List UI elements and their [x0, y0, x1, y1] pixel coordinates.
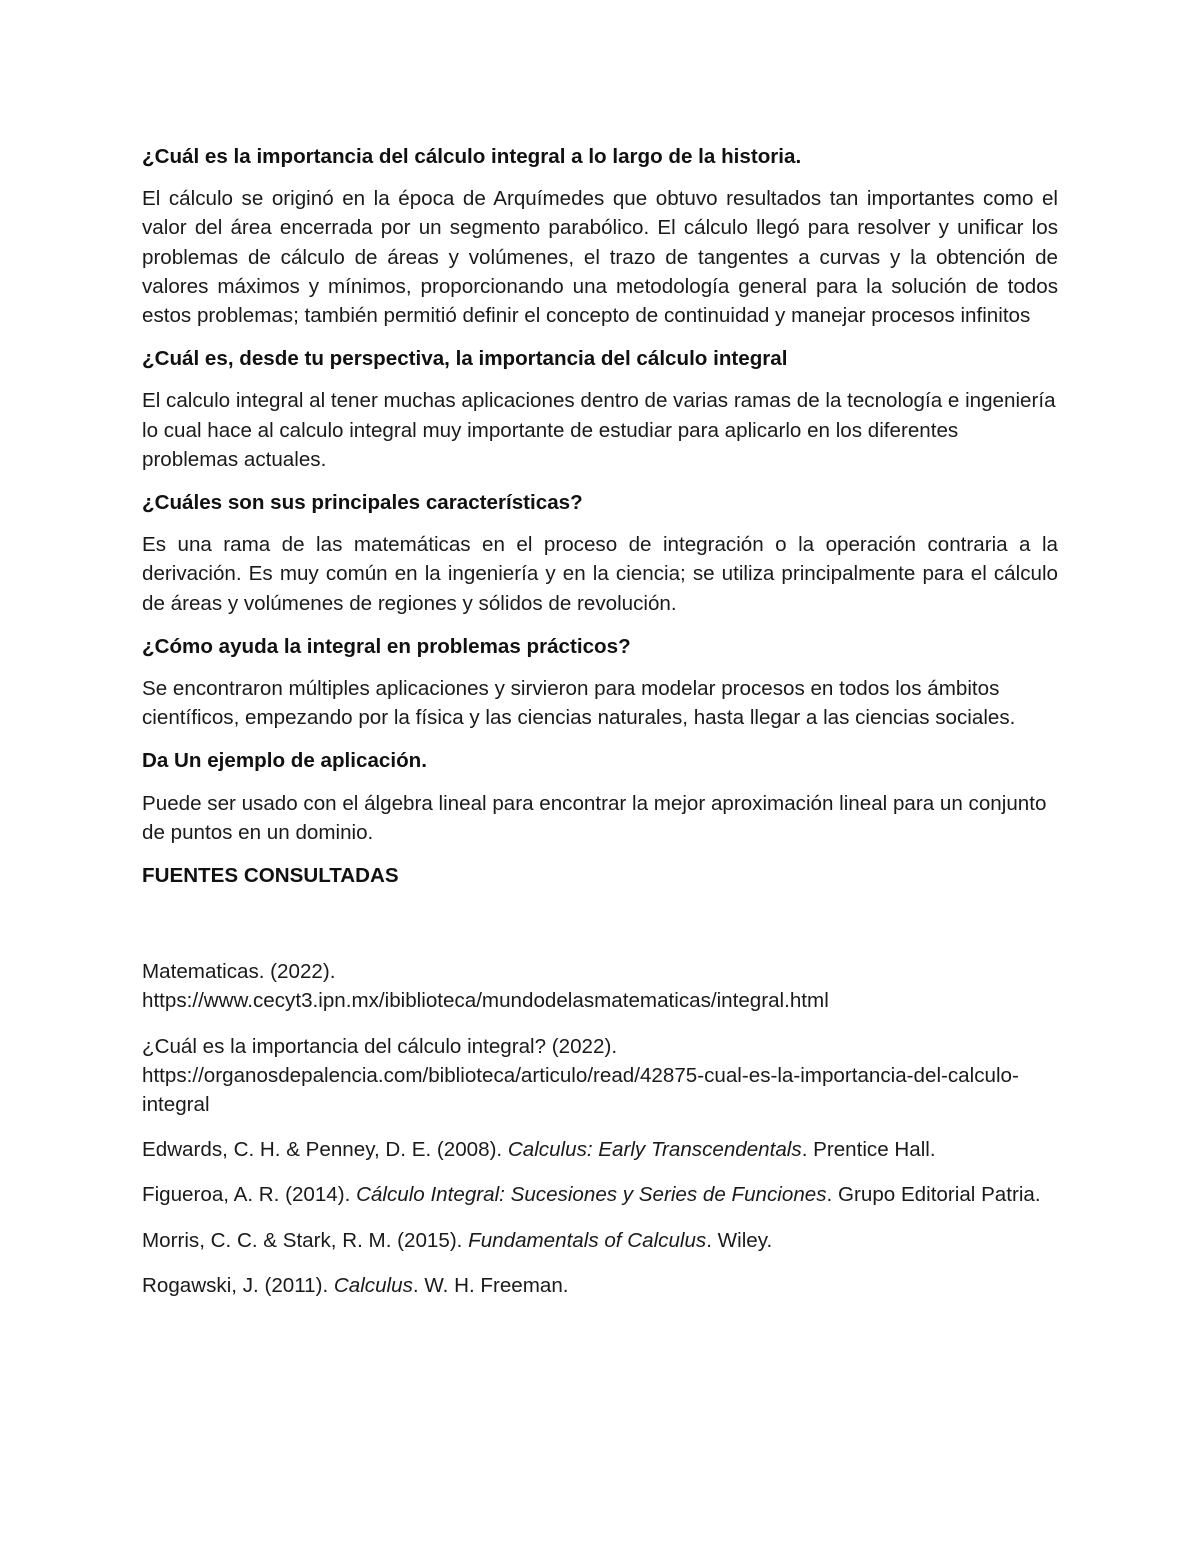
reference-item — [142, 1226, 1058, 1255]
reference-item — [142, 1032, 1058, 1120]
question-heading: ¿Cuál es, desde tu perspectiva, la importancia del cálculo integral — [142, 347, 788, 371]
reference-author: Edwards, C. H. & Penney, D. E. (2008). — [142, 1138, 508, 1162]
section-perspective — [142, 344, 1058, 474]
reference-item — [142, 1135, 1058, 1164]
reference-title: Fundamentals of Calculus — [468, 1228, 707, 1252]
section-practical — [142, 632, 1058, 733]
reference-item — [142, 957, 1058, 1015]
question-heading: ¿Cuál es la importancia del cálculo integral a lo largo de la historia. — [142, 145, 802, 168]
document-page — [142, 128, 1058, 1316]
answer-paragraph: Puede ser usado con el álgebra lineal para encontrar la mejor aproximación lineal para un conjunto de puntos en un dominio. — [142, 791, 1047, 844]
section-history — [142, 142, 1058, 330]
reference-author: Morris, C. C. & Stark, R. M. (2015). — [142, 1228, 469, 1252]
answer-paragraph: El calculo integral al tener muchas aplicaciones dentro de varias ramas de la tecnología e ingeniería lo cual hace al calculo integral muy importante de estudiar para aplicarlo en los diferentes problemas actuales. — [142, 389, 1056, 471]
section-characteristics — [142, 488, 1058, 618]
question-heading: ¿Cómo ayuda la integral en problemas prácticos? — [142, 634, 631, 658]
reference-citation: Matematicas. (2022). — [142, 960, 336, 984]
reference-url: https://organosdepalencia.com/biblioteca/articulo/read/42875-cual-es-la-importancia-del-calculo-integral — [142, 1063, 1019, 1117]
reference-publisher: . Prentice Hall. — [801, 1138, 936, 1162]
reference-author: Rogawski, J. (2011). — [142, 1273, 334, 1297]
reference-author: Figueroa, A. R. (2014). — [142, 1183, 357, 1207]
reference-citation: ¿Cuál es la importancia del cálculo integral? (2022). — [142, 1034, 618, 1058]
references-list — [142, 957, 1058, 1300]
references-heading: FUENTES CONSULTADAS — [142, 864, 399, 888]
reference-publisher: . Wiley. — [706, 1228, 773, 1252]
reference-title: Calculus — [333, 1273, 413, 1297]
reference-publisher: . W. H. Freeman. — [412, 1273, 569, 1297]
reference-url: https://www.cecyt3.ipn.mx/ibiblioteca/mundodelasmatematicas/integral.html — [142, 989, 829, 1013]
answer-paragraph: Se encontraron múltiples aplicaciones y sirvieron para modelar procesos en todos los ámbitos científicos, empezando por la física y las ciencias naturales, hasta llegar a las ciencias sociales. — [142, 677, 1016, 730]
reference-title: Calculus: Early Transcendentals — [507, 1138, 802, 1162]
reference-publisher: . Grupo Editorial Patria. — [826, 1183, 1041, 1207]
section-example — [142, 746, 1058, 847]
question-heading: Da Un ejemplo de aplicación. — [142, 749, 427, 773]
reference-item — [142, 1180, 1058, 1209]
reference-item — [142, 1271, 1058, 1300]
answer-paragraph: Es una rama de las matemáticas en el proceso de integración o la operación contraria a la derivación. Es muy común en la ingeniería y en la ciencia; se utiliza principalmente para el cálculo de áreas y volúmenes de regiones y sólidos de revolución. — [142, 533, 1058, 615]
question-heading: ¿Cuáles son sus principales características? — [142, 491, 583, 515]
reference-title: Cálculo Integral: Sucesiones y Series de Funciones — [356, 1183, 827, 1207]
answer-paragraph: El cálculo se originó en la época de Arquímedes que obtuvo resultados tan importantes como el valor del área encerrada por un segmento parabólico. El cálculo llegó para resolver y unificar los problemas de cálculo de áreas y volúmenes, el trazo de tangentes a curvas y la obtención de valores máximos y mínimos, proporcionando una metodología general para la solución de todos estos problemas; también permitió definir el concepto de continuidad y manejar procesos infinitos — [142, 187, 1058, 328]
